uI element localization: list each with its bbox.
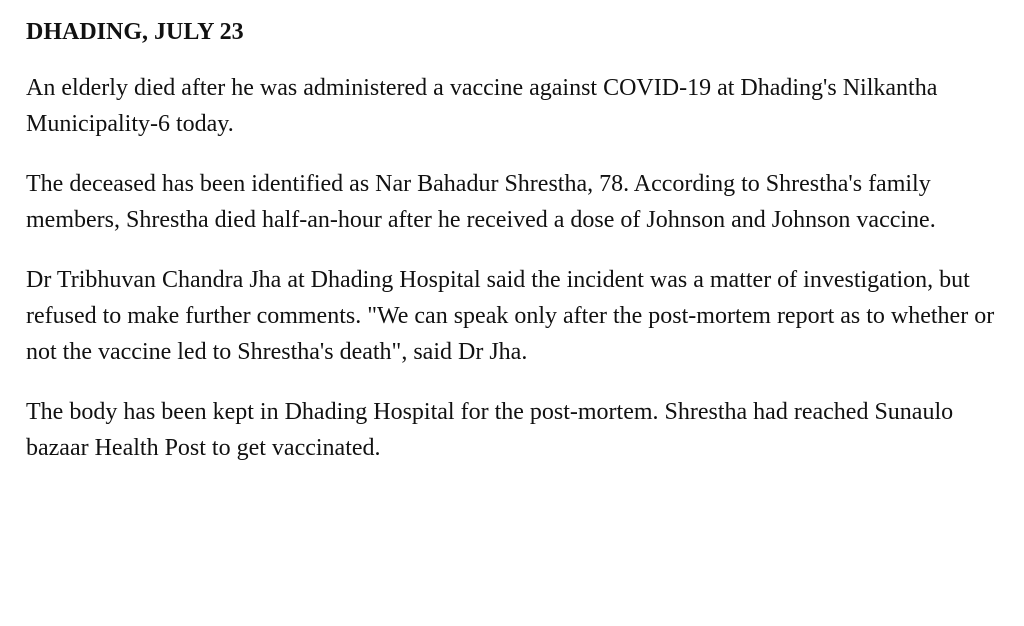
article-paragraph-2: The deceased has been identified as Nar Bahadur Shrestha, 78. According to Shrestha's family members, Shrestha died half-an-hour after he received a dose of Johnson and Johnson vaccine. — [26, 171, 936, 233]
article-dateline: DHADING, JULY 23 — [26, 19, 244, 45]
article-paragraph-3: Dr Tribhuvan Chandra Jha at Dhading Hospital said the incident was a matter of investigation, but refused to make further comments. "We can speak only after the post-mortem report as to whether or not the vaccine led to Shrestha's death", said Dr Jha. — [26, 267, 995, 365]
article-body — [26, 14, 1001, 490]
article-paragraph-4: The body has been kept in Dhading Hospital for the post-mortem. Shrestha had reached Sunaulo bazaar Health Post to get vaccinated. — [26, 399, 954, 461]
article-paragraph-1: An elderly died after he was administered a vaccine against COVID-19 at Dhading's Nilkantha Municipality-6 today. — [26, 75, 938, 137]
